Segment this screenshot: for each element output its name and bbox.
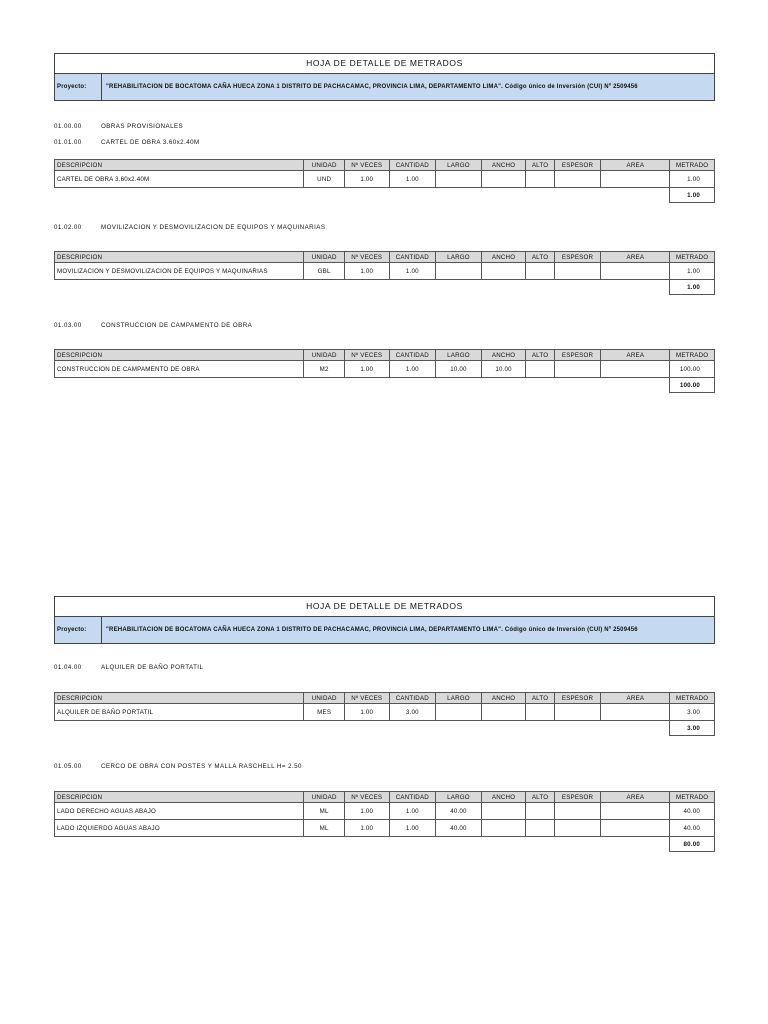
section-heading — [54, 763, 302, 770]
column-header-alto: ALTO — [526, 160, 554, 171]
cell-descripcion: LADO IZQUIERDO AGUAS ABAJO — [55, 820, 304, 837]
column-header-ancho: ANCHO — [481, 252, 526, 263]
column-header-veces: Nº VECES — [344, 350, 389, 361]
blank-cell — [601, 378, 670, 393]
metrado-total: 3.00 — [670, 721, 715, 736]
section-heading — [54, 224, 325, 231]
cell-area — [601, 820, 670, 837]
column-header-area: AREA — [601, 350, 670, 361]
cell-alto — [526, 263, 554, 280]
column-header-metrado: METRADO — [670, 252, 715, 263]
sheet-header — [54, 53, 715, 101]
blank-cell — [55, 280, 304, 295]
cell-descripcion: CARTEL DE OBRA 3.60x2.40M — [55, 171, 304, 188]
blank-cell — [526, 837, 554, 852]
cell-unidad: UND — [304, 171, 345, 188]
metrado-table — [54, 692, 715, 736]
column-header-area: AREA — [601, 160, 670, 171]
cell-espesor — [554, 704, 601, 721]
column-header-metrado: METRADO — [670, 160, 715, 171]
cell-metrado: 100.00 — [670, 361, 715, 378]
column-header-cantidad: CANTIDAD — [389, 160, 436, 171]
project-row — [55, 617, 714, 643]
blank-cell — [601, 280, 670, 295]
cell-alto — [526, 803, 554, 820]
section-code: 01.04.00 — [54, 664, 82, 671]
column-header-cantidad: CANTIDAD — [389, 350, 436, 361]
cell-area — [601, 803, 670, 820]
cell-espesor — [554, 361, 601, 378]
cell-veces: 1.00 — [344, 704, 389, 721]
column-header-largo: LARGO — [436, 350, 482, 361]
cell-largo — [436, 171, 482, 188]
column-header-cantidad: CANTIDAD — [389, 792, 436, 803]
sheet-header — [54, 596, 715, 644]
column-header-veces: Nº VECES — [344, 693, 389, 704]
column-header-cantidad: CANTIDAD — [389, 252, 436, 263]
column-header-veces: Nº VECES — [344, 792, 389, 803]
table-header — [55, 350, 715, 361]
blank-cell — [389, 721, 436, 736]
section-title: CARTEL DE OBRA 3.60x2.40M — [101, 139, 200, 146]
column-header-descripcion: DESCRIPCION — [55, 693, 304, 704]
column-header-unidad: UNIDAD — [304, 252, 345, 263]
cell-descripcion: ALQUILER DE BAÑO PORTATIL — [55, 704, 304, 721]
metrado-total: 100.00 — [670, 378, 715, 393]
cell-veces: 1.00 — [344, 803, 389, 820]
section-code: 01.03.00 — [54, 322, 82, 329]
total-row — [55, 837, 715, 852]
blank-cell — [601, 188, 670, 203]
cell-descripcion: CONSTRUCCION DE CAMPAMENTO DE OBRA — [55, 361, 304, 378]
column-header-unidad: UNIDAD — [304, 350, 345, 361]
blank-cell — [55, 837, 304, 852]
blank-cell — [601, 721, 670, 736]
cell-cantidad: 1.00 — [389, 361, 436, 378]
column-header-area: AREA — [601, 693, 670, 704]
cell-metrado: 3.00 — [670, 704, 715, 721]
blank-cell — [436, 280, 482, 295]
column-header-ancho: ANCHO — [481, 160, 526, 171]
metrados-sheet-2 — [54, 596, 715, 848]
project-value: "REHABILITACION DE BOCATOMA CAÑA HUECA ZONA 1 DISTRITO DE PACHACAMAC, PROVINCIA LIMA, DEPARTAMENTO LIMA". Código único de Inversión (CUI) Nº 2509456 — [106, 84, 638, 90]
cell-area — [601, 171, 670, 188]
cell-largo: 10.00 — [436, 361, 482, 378]
blank-cell — [481, 721, 526, 736]
cell-area — [601, 361, 670, 378]
table-row — [55, 803, 715, 820]
column-header-unidad: UNIDAD — [304, 792, 345, 803]
cell-ancho: 10.00 — [481, 361, 526, 378]
cell-cantidad: 1.00 — [389, 263, 436, 280]
column-header-largo: LARGO — [436, 792, 482, 803]
table-row — [55, 820, 715, 837]
blank-cell — [389, 280, 436, 295]
project-label: Proyecto: — [55, 617, 102, 643]
column-header-cantidad: CANTIDAD — [389, 693, 436, 704]
blank-cell — [389, 837, 436, 852]
cell-unidad: MES — [304, 704, 345, 721]
cell-descripcion: MOVILIZACION Y DESMOVILIZACION DE EQUIPOS Y MAQUINARIAS — [55, 263, 304, 280]
column-header-espesor: ESPESOR — [554, 160, 601, 171]
cell-descripcion: LADO DERECHO AGUAS ABAJO — [55, 803, 304, 820]
table-row — [55, 361, 715, 378]
column-header-largo: LARGO — [436, 693, 482, 704]
blank-cell — [55, 721, 304, 736]
blank-cell — [304, 280, 345, 295]
cell-largo: 40.00 — [436, 820, 482, 837]
project-value: "REHABILITACION DE BOCATOMA CAÑA HUECA ZONA 1 DISTRITO DE PACHACAMAC, PROVINCIA LIMA, DEPARTAMENTO LIMA". Código único de Inversión (CUI) Nº 2509456 — [106, 627, 638, 633]
section-code: 01.02.00 — [54, 224, 82, 231]
cell-cantidad: 1.00 — [389, 820, 436, 837]
blank-cell — [481, 280, 526, 295]
column-header-unidad: UNIDAD — [304, 693, 345, 704]
column-header-espesor: ESPESOR — [554, 792, 601, 803]
cell-unidad: M2 — [304, 361, 345, 378]
column-header-veces: Nº VECES — [344, 252, 389, 263]
blank-cell — [55, 188, 304, 203]
cell-area — [601, 704, 670, 721]
column-header-area: AREA — [601, 792, 670, 803]
cell-unidad: ML — [304, 820, 345, 837]
group-heading — [54, 123, 183, 130]
blank-cell — [526, 280, 554, 295]
column-header-espesor: ESPESOR — [554, 350, 601, 361]
cell-largo — [436, 263, 482, 280]
blank-cell — [554, 721, 601, 736]
cell-unidad: ML — [304, 803, 345, 820]
blank-cell — [526, 188, 554, 203]
column-header-metrado: METRADO — [670, 350, 715, 361]
cell-unidad: GBL — [304, 263, 345, 280]
blank-cell — [526, 378, 554, 393]
metrado-table — [54, 251, 715, 295]
cell-alto — [526, 171, 554, 188]
group-title: OBRAS PROVISIONALES — [101, 123, 184, 130]
table-header — [55, 792, 715, 803]
column-header-alto: ALTO — [526, 252, 554, 263]
blank-cell — [304, 378, 345, 393]
cell-espesor — [554, 820, 601, 837]
group-code: 01.00.00 — [54, 123, 82, 130]
cell-alto — [526, 820, 554, 837]
blank-cell — [304, 188, 345, 203]
total-row — [55, 280, 715, 295]
blank-cell — [344, 188, 389, 203]
blank-cell — [436, 721, 482, 736]
blank-cell — [481, 378, 526, 393]
column-header-alto: ALTO — [526, 792, 554, 803]
blank-cell — [436, 837, 482, 852]
metrado-table — [54, 349, 715, 393]
blank-cell — [304, 837, 345, 852]
table-row — [55, 263, 715, 280]
table-header — [55, 160, 715, 171]
blank-cell — [436, 188, 482, 203]
cell-cantidad: 1.00 — [389, 171, 436, 188]
column-header-metrado: METRADO — [670, 693, 715, 704]
total-row — [55, 188, 715, 203]
blank-cell — [554, 378, 601, 393]
blank-cell — [344, 837, 389, 852]
table-header — [55, 693, 715, 704]
cell-espesor — [554, 803, 601, 820]
blank-cell — [304, 721, 345, 736]
blank-cell — [554, 837, 601, 852]
cell-ancho — [481, 704, 526, 721]
metrados-sheet-1 — [54, 53, 715, 389]
cell-cantidad: 1.00 — [389, 803, 436, 820]
cell-veces: 1.00 — [344, 361, 389, 378]
column-header-descripcion: DESCRIPCION — [55, 252, 304, 263]
cell-area — [601, 263, 670, 280]
project-label: Proyecto: — [55, 74, 102, 100]
cell-ancho — [481, 803, 526, 820]
cell-metrado: 40.00 — [670, 820, 715, 837]
cell-alto — [526, 704, 554, 721]
section-code: 01.05.00 — [54, 763, 82, 770]
blank-cell — [436, 378, 482, 393]
blank-cell — [389, 188, 436, 203]
cell-espesor — [554, 171, 601, 188]
total-row — [55, 721, 715, 736]
column-header-area: AREA — [601, 252, 670, 263]
project-row — [55, 74, 714, 100]
section-code: 01.01.00 — [54, 139, 82, 146]
cell-alto — [526, 361, 554, 378]
column-header-espesor: ESPESOR — [554, 693, 601, 704]
blank-cell — [344, 280, 389, 295]
blank-cell — [526, 721, 554, 736]
metrado-table — [54, 791, 715, 852]
blank-cell — [344, 378, 389, 393]
cell-metrado: 40.00 — [670, 803, 715, 820]
cell-veces: 1.00 — [344, 171, 389, 188]
cell-ancho — [481, 820, 526, 837]
section-heading — [54, 322, 252, 329]
cell-ancho — [481, 171, 526, 188]
column-header-veces: Nº VECES — [344, 160, 389, 171]
column-header-ancho: ANCHO — [481, 350, 526, 361]
column-header-ancho: ANCHO — [481, 792, 526, 803]
cell-metrado: 1.00 — [670, 263, 715, 280]
section-title: CERCO DE OBRA CON POSTES Y MALLA RASCHELL H= 2.50 — [101, 763, 302, 770]
blank-cell — [344, 721, 389, 736]
column-header-largo: LARGO — [436, 160, 482, 171]
section-heading — [54, 139, 200, 146]
table-header — [55, 252, 715, 263]
section-title: ALQUILER DE BAÑO PORTATIL — [101, 664, 204, 671]
cell-cantidad: 3.00 — [389, 704, 436, 721]
section-title: CONSTRUCCION DE CAMPAMENTO DE OBRA — [101, 322, 253, 329]
column-header-descripcion: DESCRIPCION — [55, 350, 304, 361]
blank-cell — [481, 837, 526, 852]
total-row — [55, 378, 715, 393]
cell-ancho — [481, 263, 526, 280]
cell-metrado: 1.00 — [670, 171, 715, 188]
table-row — [55, 171, 715, 188]
cell-largo: 40.00 — [436, 803, 482, 820]
blank-cell — [601, 837, 670, 852]
blank-cell — [481, 188, 526, 203]
blank-cell — [554, 188, 601, 203]
blank-cell — [554, 280, 601, 295]
column-header-descripcion: DESCRIPCION — [55, 160, 304, 171]
sheet-title: HOJA DE DETALLE DE METRADOS — [55, 54, 714, 74]
metrado-total: 1.00 — [670, 188, 715, 203]
column-header-descripcion: DESCRIPCION — [55, 792, 304, 803]
column-header-alto: ALTO — [526, 350, 554, 361]
column-header-ancho: ANCHO — [481, 693, 526, 704]
column-header-unidad: UNIDAD — [304, 160, 345, 171]
column-header-largo: LARGO — [436, 252, 482, 263]
section-title: MOVILIZACION Y DESMOVILIZACION DE EQUIPOS Y MAQUINARIAS — [101, 224, 326, 231]
sheet-title: HOJA DE DETALLE DE METRADOS — [55, 597, 714, 617]
section-heading — [54, 664, 203, 671]
cell-largo — [436, 704, 482, 721]
cell-veces: 1.00 — [344, 820, 389, 837]
blank-cell — [389, 378, 436, 393]
metrado-total: 1.00 — [670, 280, 715, 295]
table-row — [55, 704, 715, 721]
cell-veces: 1.00 — [344, 263, 389, 280]
blank-cell — [55, 378, 304, 393]
column-header-espesor: ESPESOR — [554, 252, 601, 263]
cell-espesor — [554, 263, 601, 280]
column-header-alto: ALTO — [526, 693, 554, 704]
metrado-total: 80.00 — [670, 837, 715, 852]
column-header-metrado: METRADO — [670, 792, 715, 803]
metrado-table — [54, 159, 715, 203]
